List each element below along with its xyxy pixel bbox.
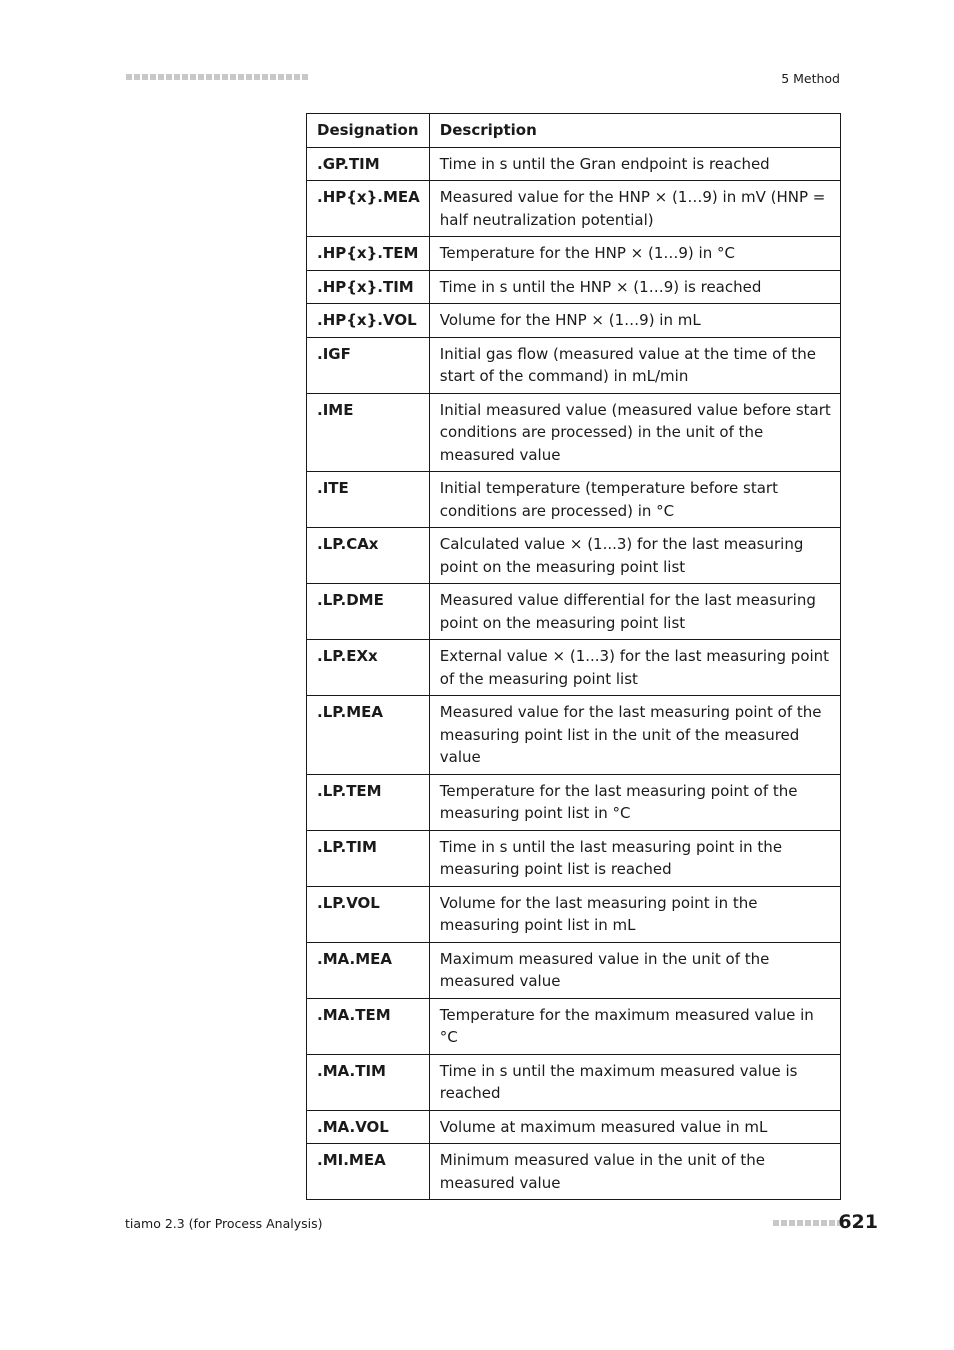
decoration-dot — [302, 74, 308, 80]
table-row — [307, 337, 841, 393]
description-cell: Volume for the last measuring point in the measuring point list in mL — [429, 886, 840, 942]
decoration-dot — [246, 74, 252, 80]
decoration-dot — [797, 1220, 803, 1226]
decoration-dot — [134, 74, 140, 80]
table-header-row — [307, 114, 841, 148]
designation-cell: .HP{x}.MEA — [307, 181, 430, 237]
designation-cell: .GP.TIM — [307, 147, 430, 181]
column-header-description: Description — [429, 114, 840, 148]
designation-cell: .MA.MEA — [307, 942, 430, 998]
designation-cell: .LP.VOL — [307, 886, 430, 942]
decoration-dot — [238, 74, 244, 80]
designation-cell: .LP.DME — [307, 584, 430, 640]
decoration-dot — [214, 74, 220, 80]
description-cell: Volume at maximum measured value in mL — [429, 1110, 840, 1144]
decoration-dot — [781, 1220, 787, 1226]
table-row — [307, 1054, 841, 1110]
decoration-dot — [829, 1220, 835, 1226]
description-cell: Volume for the HNP × (1…9) in mL — [429, 304, 840, 338]
designation-cell: .MA.VOL — [307, 1110, 430, 1144]
table-row — [307, 1144, 841, 1200]
decoration-dot — [198, 74, 204, 80]
footer-decoration-dots — [773, 1220, 843, 1226]
designation-table — [306, 113, 841, 1200]
footer-product-title: tiamo 2.3 (for Process Analysis) — [125, 1216, 323, 1231]
decoration-dot — [190, 74, 196, 80]
decoration-dot — [158, 74, 164, 80]
designation-cell: .ITE — [307, 472, 430, 528]
table-row — [307, 181, 841, 237]
designation-cell: .LP.TIM — [307, 830, 430, 886]
designation-cell: .LP.EXx — [307, 640, 430, 696]
designation-cell: .MA.TIM — [307, 1054, 430, 1110]
description-cell: Measured value for the last measuring point of the measuring point list in the unit of the measured value — [429, 696, 840, 775]
table-row — [307, 886, 841, 942]
description-cell: Initial temperature (temperature before start conditions are processed) in °C — [429, 472, 840, 528]
description-cell: Time in s until the Gran endpoint is reached — [429, 147, 840, 181]
description-cell: Temperature for the maximum measured value in °C — [429, 998, 840, 1054]
description-cell: Calculated value × (1...3) for the last measuring point on the measuring point list — [429, 528, 840, 584]
decoration-dot — [182, 74, 188, 80]
table-row — [307, 237, 841, 271]
designation-cell: .IME — [307, 393, 430, 472]
designation-cell: .LP.MEA — [307, 696, 430, 775]
page-number: 621 — [838, 1211, 878, 1233]
table-row — [307, 830, 841, 886]
column-header-designation: Designation — [307, 114, 430, 148]
running-header-section: 5 Method — [781, 71, 840, 86]
description-cell: Time in s until the HNP × (1…9) is reached — [429, 270, 840, 304]
description-cell: Temperature for the HNP × (1…9) in °C — [429, 237, 840, 271]
decoration-dot — [174, 74, 180, 80]
description-cell: Initial measured value (measured value before start conditions are processed) in the unit of the measured value — [429, 393, 840, 472]
decoration-dot — [254, 74, 260, 80]
decoration-dot — [222, 74, 228, 80]
designation-cell: .IGF — [307, 337, 430, 393]
table-row — [307, 1110, 841, 1144]
decoration-dot — [150, 74, 156, 80]
table-row — [307, 304, 841, 338]
decoration-dot — [262, 74, 268, 80]
table-row — [307, 774, 841, 830]
table-row — [307, 270, 841, 304]
decoration-dot — [805, 1220, 811, 1226]
decoration-dot — [813, 1220, 819, 1226]
designation-cell: .HP{x}.VOL — [307, 304, 430, 338]
description-cell: Temperature for the last measuring point of the measuring point list in °C — [429, 774, 840, 830]
table-row — [307, 528, 841, 584]
table-row — [307, 584, 841, 640]
designation-cell: .HP{x}.TEM — [307, 237, 430, 271]
table-row — [307, 147, 841, 181]
designation-cell: .LP.TEM — [307, 774, 430, 830]
table-row — [307, 472, 841, 528]
decoration-dot — [166, 74, 172, 80]
decoration-dot — [126, 74, 132, 80]
description-cell: Initial gas flow (measured value at the time of the start of the command) in mL/min — [429, 337, 840, 393]
description-cell: Time in s until the maximum measured value is reached — [429, 1054, 840, 1110]
description-cell: Time in s until the last measuring point in the measuring point list is reached — [429, 830, 840, 886]
description-cell: Maximum measured value in the unit of the measured value — [429, 942, 840, 998]
table-row — [307, 393, 841, 472]
decoration-dot — [230, 74, 236, 80]
table-row — [307, 998, 841, 1054]
designation-cell: .LP.CAx — [307, 528, 430, 584]
decoration-dot — [773, 1220, 779, 1226]
decoration-dot — [270, 74, 276, 80]
decoration-dot — [286, 74, 292, 80]
description-cell: Measured value differential for the last measuring point on the measuring point list — [429, 584, 840, 640]
decoration-dot — [294, 74, 300, 80]
decoration-dot — [789, 1220, 795, 1226]
table-body — [307, 147, 841, 1200]
table-row — [307, 696, 841, 775]
decoration-dot — [142, 74, 148, 80]
header-decoration-dots — [126, 74, 308, 80]
decoration-dot — [278, 74, 284, 80]
decoration-dot — [206, 74, 212, 80]
designation-cell: .MA.TEM — [307, 998, 430, 1054]
designation-cell: .HP{x}.TIM — [307, 270, 430, 304]
table-row — [307, 942, 841, 998]
decoration-dot — [821, 1220, 827, 1226]
description-cell: External value × (1...3) for the last measuring point of the measuring point list — [429, 640, 840, 696]
table-row — [307, 640, 841, 696]
description-cell: Minimum measured value in the unit of the measured value — [429, 1144, 840, 1200]
description-cell: Measured value for the HNP × (1…9) in mV (HNP = half neutralization potential) — [429, 181, 840, 237]
designation-cell: .MI.MEA — [307, 1144, 430, 1200]
